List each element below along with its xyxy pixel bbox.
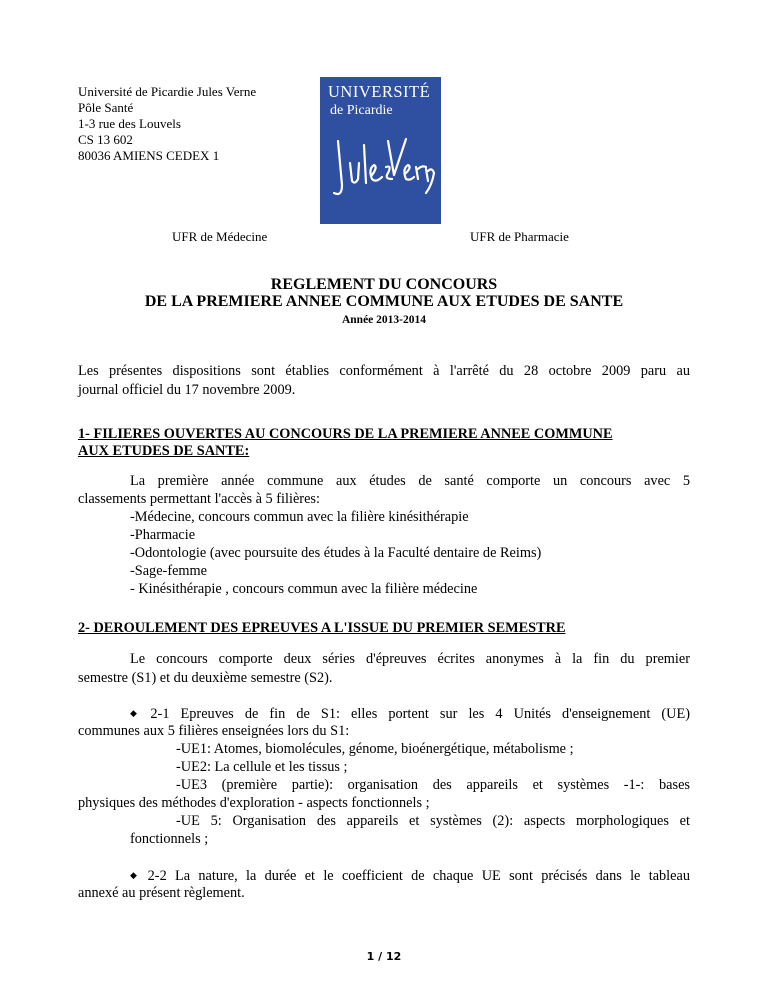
item-2-1-line-2: communes aux 5 filières enseignées lors du S1: [78, 723, 350, 739]
address-line: 80036 AMIENS CEDEX 1 [78, 148, 220, 163]
item-2-2-line-2: annexé au présent règlement. [78, 885, 245, 901]
intro-line-2: journal officiel du 17 novembre 2009. [78, 382, 296, 398]
institution-address [78, 84, 256, 164]
ue3-item-line-1: -UE3 (première partie): organisation des appareils et systèmes -1-: bases [176, 777, 690, 793]
intro-line-1: Les présentes dispositions sont établies conformément à l'arrêté du 28 octobre 2009 paru au [78, 363, 690, 379]
address-line: Pôle Santé [78, 100, 134, 115]
address-line: Université de Picardie Jules Verne [78, 84, 257, 99]
section-2-heading: 2- DEROULEMENT DES EPREUVES A L'ISSUE DU PREMIER SEMESTRE [78, 620, 566, 636]
filiere-item: - Kinésithérapie , concours commun avec la filière médecine [130, 581, 478, 597]
filiere-item: -Sage-femme [130, 563, 208, 579]
page-number: 1 / 12 [366, 950, 402, 963]
address-line: CS 13 602 [78, 132, 133, 147]
ufr-pharmacie: UFR de Pharmacie [470, 229, 569, 244]
section-1-para-line-1: La première année commune aux études de santé comporte un concours avec 5 [130, 473, 690, 489]
item-2-2-line-1 [130, 866, 690, 886]
logo-text-universite: UNIVERSITÉ [328, 82, 431, 101]
section-1-para-line-2: classements permettant l'accès à 5 filières: [78, 491, 320, 507]
ue5-item-line-1: -UE 5: Organisation des appareils et systèmes (2): aspects morphologiques et [176, 813, 690, 829]
ue5-item-line-2: fonctionnels ; [130, 831, 209, 847]
ue3-item-line-2: physiques des méthodes d'exploration - aspects fonctionnels ; [78, 795, 430, 811]
filiere-item: -Médecine, concours commun avec la filière kinésithérapie [130, 509, 469, 525]
signature-jules-verne [328, 123, 436, 213]
university-logo [320, 77, 441, 224]
academic-year: Année 2013-2014 [341, 314, 426, 326]
filiere-item: -Pharmacie [130, 527, 196, 543]
diamond-bullet-icon: ◆ [130, 870, 142, 880]
logo-text-picardie: de Picardie [330, 103, 393, 118]
address-line: 1-3 rue des Louvels [78, 116, 181, 131]
section-2-para-line-2: semestre (S1) et du deuxième semestre (S2). [78, 670, 333, 686]
section-2-para-line-1: Le concours comporte deux séries d'épreuves écrites anonymes à la fin du premier [130, 651, 690, 667]
item-2-1-line-1 [130, 704, 690, 724]
ue2-item: -UE2: La cellule et les tissus ; [176, 759, 348, 775]
document-title: REGLEMENT DU CONCOURS [270, 276, 498, 293]
item-2-2-text: 2-2 La nature, la durée et le coefficient de chaque UE sont précisés dans le tableau [147, 868, 690, 884]
section-1-heading: 1- FILIERES OUVERTES AU CONCOURS DE LA PREMIERE ANNEE COMMUNE [78, 426, 613, 442]
item-2-1-text: 2-1 Epreuves de fin de S1: elles portent sur les 4 Unités d'enseignement (UE) [150, 706, 691, 722]
document-subtitle: DE LA PREMIERE ANNEE COMMUNE AUX ETUDES DE SANTE [144, 293, 624, 310]
ufr-medecine: UFR de Médecine [172, 229, 268, 244]
filiere-item: -Odontologie (avec poursuite des études à la Faculté dentaire de Reims) [130, 545, 542, 561]
ue1-item: -UE1: Atomes, biomolécules, génome, bioénergétique, métabolisme ; [176, 741, 574, 757]
diamond-bullet-icon: ◆ [130, 708, 145, 718]
section-1-heading-cont: AUX ETUDES DE SANTE: [78, 443, 250, 459]
